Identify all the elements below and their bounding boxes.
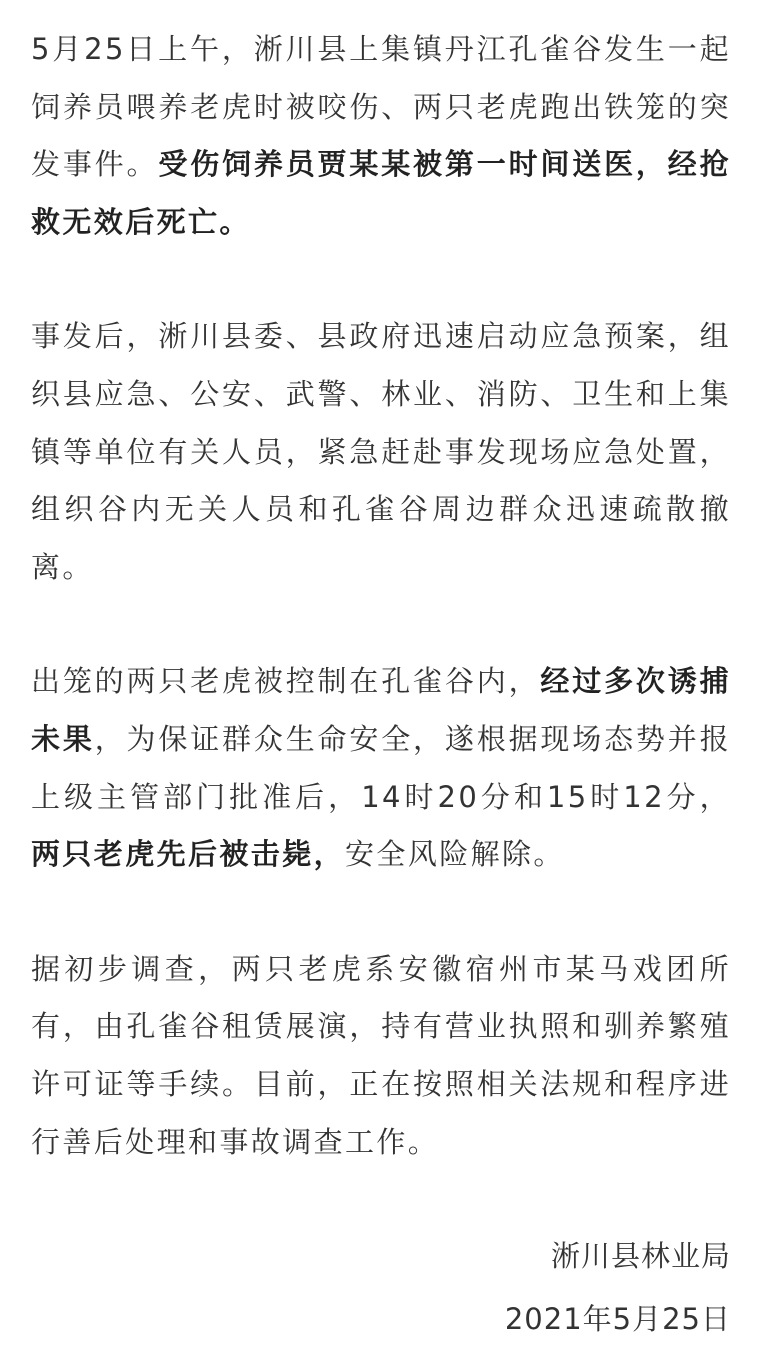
paragraph-response xyxy=(31,308,731,596)
paragraph-tigers xyxy=(31,653,731,883)
bold-text: 经过多次诱捕未果 xyxy=(31,664,731,756)
signature-organization: 淅川县林业局 xyxy=(550,1239,731,1274)
article-body xyxy=(31,21,731,1348)
paragraph-text: 安全风险解除。 xyxy=(345,837,565,872)
paragraph-text: 5月25日上午，淅川县上集镇丹江孔雀谷发生一起饲养员喂养老虎时被咬伤、两只老虎跑出铁笼的突发事件。 xyxy=(31,32,731,182)
signature-date: 2021年5月25日 xyxy=(504,1301,731,1336)
bold-text: 受伤饲养员贾某某被第一时间送医，经抢救无效后死亡。 xyxy=(31,147,731,239)
bold-text: 两只老虎先后被击毙， xyxy=(31,837,346,872)
paragraph-text: ，为保证群众生命安全，遂根据现场态势并报上级主管部门批准后，14时20分和15时12分， xyxy=(31,721,731,814)
paragraph-incident xyxy=(31,21,731,251)
paragraph-text: 事发后，淅川县委、县政府迅速启动应急预案，组织县应急、公安、武警、林业、消防、卫生和上集镇等单位有关人员，紧急赶赴事发现场应急处置，组织谷内无关人员和孔雀谷周边群众迅速疏散撤离。 xyxy=(31,319,731,584)
paragraph-text: 出笼的两只老虎被控制在孔雀谷内， xyxy=(31,664,541,699)
paragraph-text: 据初步调查，两只老虎系安徽宿州市某马戏团所有，由孔雀谷租赁展演，持有营业执照和驯养繁殖许可证等手续。目前，正在按照相关法规和程序进行善后处理和事故调查工作。 xyxy=(31,951,731,1159)
paragraph-investigation xyxy=(31,941,731,1171)
